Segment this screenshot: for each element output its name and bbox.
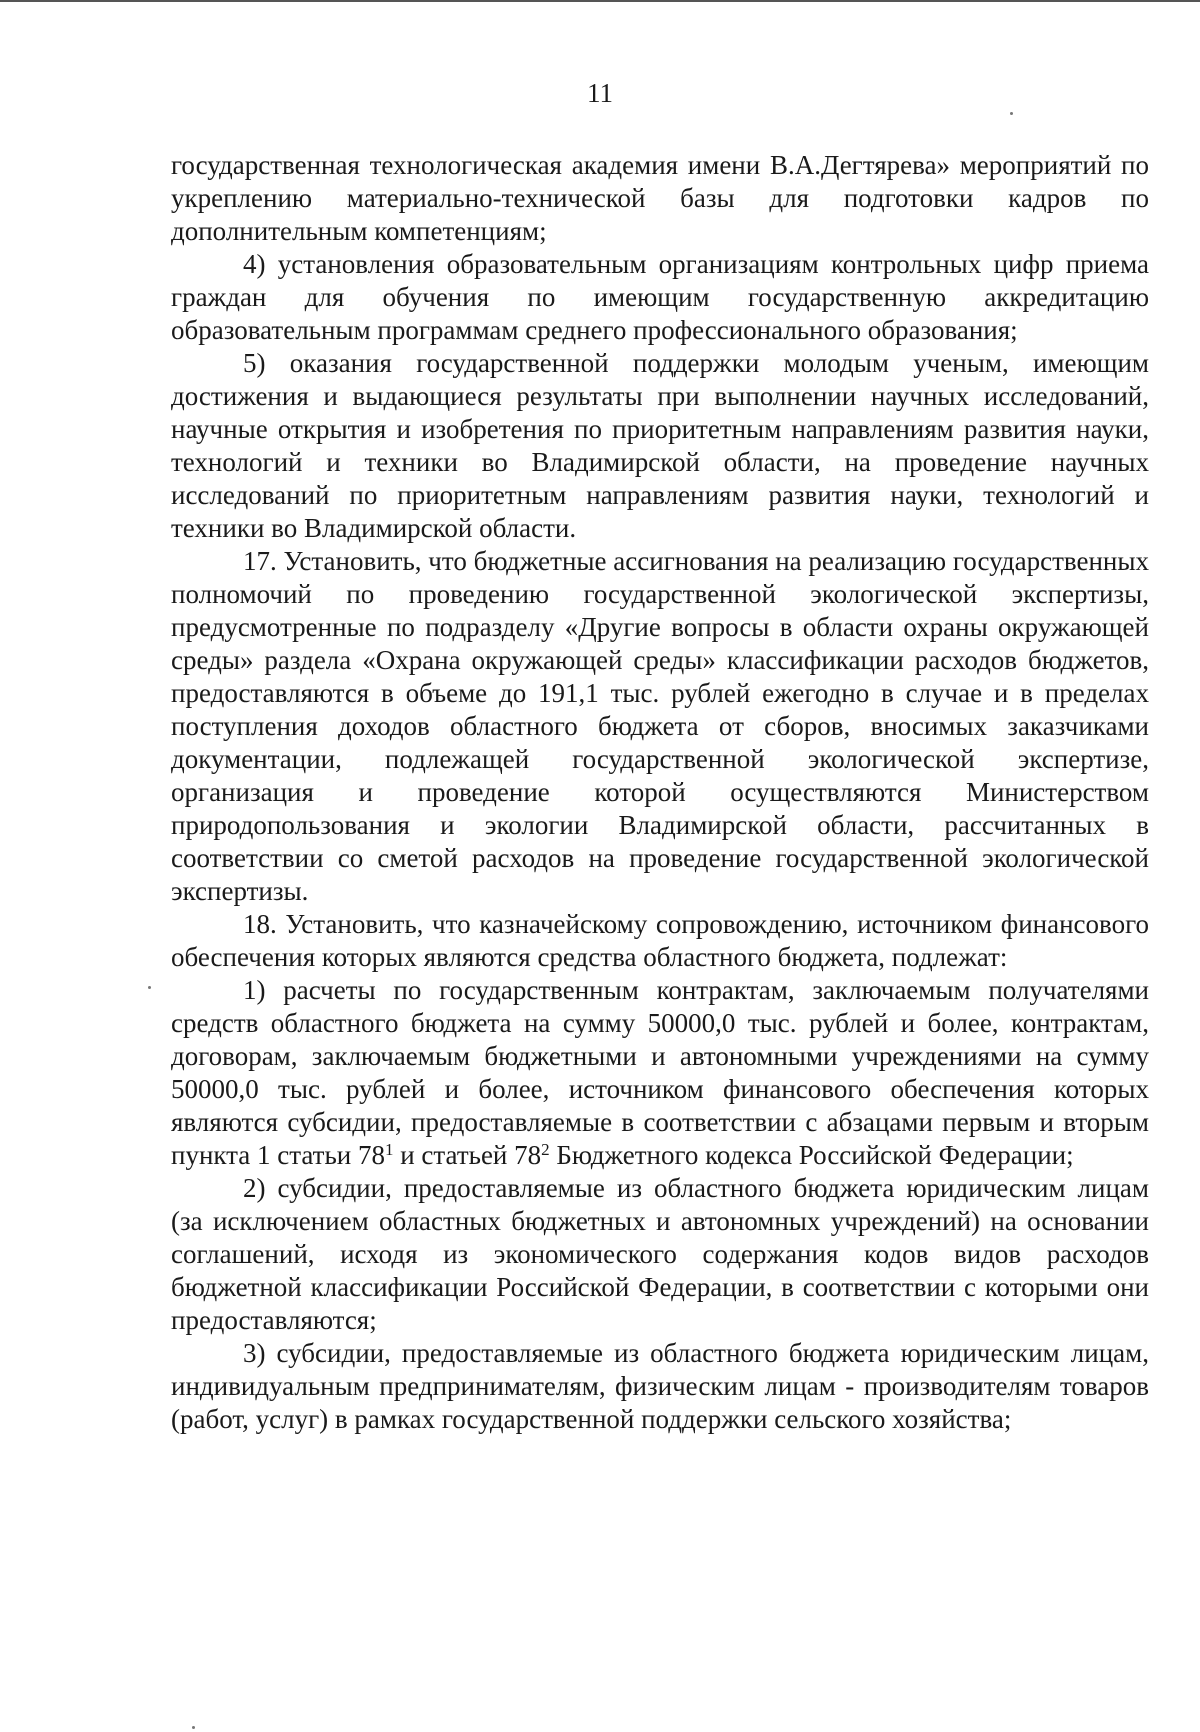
scan-speck bbox=[148, 986, 151, 989]
scan-top-edge bbox=[0, 0, 1200, 2]
clause-17: 17. Установить, что бюджетные ассигнования на реализацию государственных полномочий по проведению государственной экологической экспертизы, предусмотренные по подразделу «Другие вопросы в области охраны окружающей среды» раздела «Охрана окружающей среды» классификации расходов бюджетов, предоставляются в объеме до 191,1 тыс. рублей ежегодно в случае и в пределах поступления доходов областного бюджета от сборов, вносимых заказчиками документации, подлежащей государственной экологической экспертизе, организация и проведение которой осуществляются Министерством природопользования и экологии Владимирской области, рассчитанных в соответствии со сметой расходов на проведение государственной экологической экспертизы. bbox=[171, 546, 1149, 906]
superscript-2: 2 bbox=[541, 1140, 550, 1159]
clause-18-item-3: 3) субсидии, предоставляемые из областного бюджета юридическим лицам, индивидуальным предпринимателям, физическим лицам - производителям товаров (работ, услуг) в рамках государственной поддержки сельского хозяйства; bbox=[171, 1338, 1149, 1434]
clause-18-item-2: 2) субсидии, предоставляемые из областного бюджета юридическим лицам (за исключением областных бюджетных и автономных учреждений) на основании соглашений, исходя из экономического содержания кодов видов расходов бюджетной классификации Российской Федерации, в соответствии с которыми они предоставляются; bbox=[171, 1173, 1149, 1335]
clause-18-item-1-text-b: и статьей 78 bbox=[393, 1140, 542, 1170]
scan-speck bbox=[1010, 112, 1013, 115]
scan-speck bbox=[192, 1726, 195, 1729]
list-item-4: 4) установления образовательным организациям контрольных цифр приема граждан для обучения по имеющим государственную аккредитацию образовательным программам среднего профессионального образования; bbox=[171, 249, 1149, 345]
page-number: 11 bbox=[587, 78, 613, 108]
superscript-1: 1 bbox=[384, 1140, 394, 1159]
clause-18-item-1-text-c: Бюджетного кодекса Российской Федерации; bbox=[549, 1140, 1074, 1170]
clause-18-item-1-text-a: 1) расчеты по государственным контрактам, заключаемым получателями средств областного бюджета на сумму 50000,0 тыс. рублей и более, контрактам, договорам, заключаемым бюджетными и автономными учреждениями на сумму 50000,0 тыс. рублей и более, источником финансового обеспечения которых являются субсидии, предоставляемые в соответствии с абзацами первым и вторым пункта 1 статьи 78 bbox=[171, 975, 1149, 1170]
document-body bbox=[171, 149, 1149, 1436]
clause-18-item-1 bbox=[171, 974, 1149, 1172]
list-item-5: 5) оказания государственной поддержки молодым ученым, имеющим достижения и выдающиеся результаты при выполнении научных исследований, научные открытия и изобретения по приоритетным направлениям развития науки, технологий и техники во Владимирской области, на проведение научных исследований по приоритетным направлениям развития науки, технологий и техники во Владимирской области. bbox=[171, 348, 1149, 543]
clause-18: 18. Установить, что казначейскому сопровождению, источником финансового обеспечения которых являются средства областного бюджета, подлежат: bbox=[171, 909, 1149, 972]
paragraph-continuation: государственная технологическая академия имени В.А.Дегтярева» мероприятий по укреплению материально-технической базы для подготовки кадров по дополнительным компетенциям; bbox=[171, 150, 1149, 246]
